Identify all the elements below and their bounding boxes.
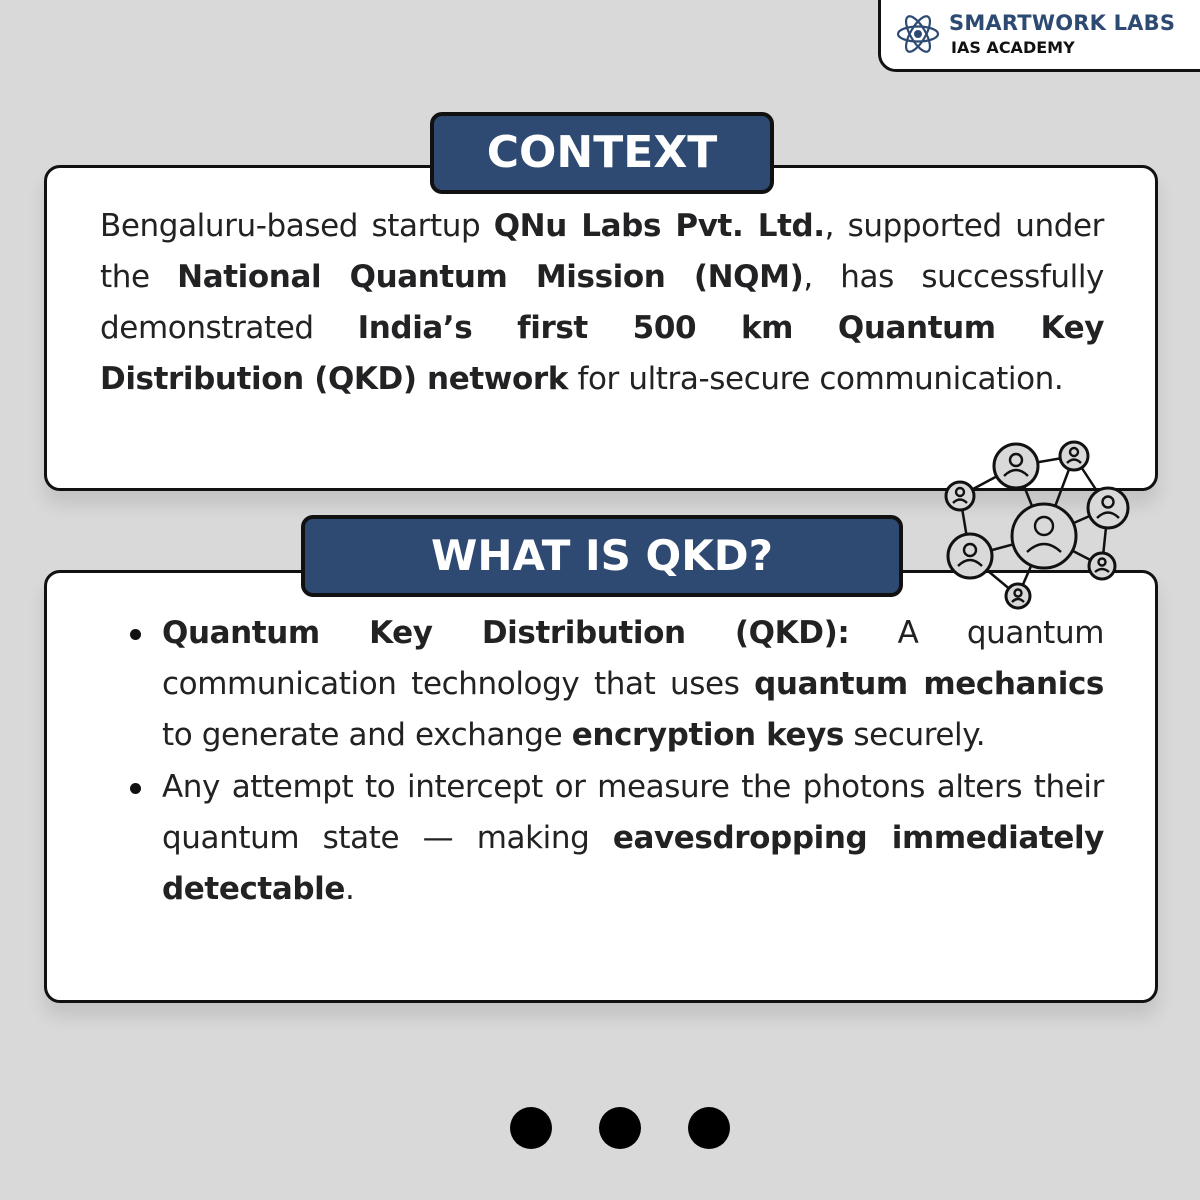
bold-text-segment: eavesdropping immediately detectable — [162, 820, 1104, 907]
brand-logo — [878, 0, 1200, 72]
bold-text-segment: National Quantum Mission (NQM) — [177, 259, 804, 295]
qkd-heading: WHAT IS QKD? — [301, 515, 903, 597]
context-paragraph — [100, 201, 1104, 405]
qkd-bullet-list — [162, 608, 1104, 916]
text-segment: to generate and exchange — [162, 717, 572, 753]
pagination-dot — [688, 1107, 730, 1149]
people-network-icon — [936, 438, 1136, 610]
text-segment: Any attempt to intercept or measure the photons alters their quantum state — making — [162, 769, 1104, 856]
context-heading: CONTEXT — [430, 112, 774, 194]
qkd-bullet-item — [162, 608, 1104, 761]
text-segment: for ultra-secure communication. — [568, 361, 1064, 397]
text-segment: A quantum communication technology that uses — [162, 615, 1104, 702]
bold-text-segment: India’s first 500 km Quantum Key Distribution (QKD) network — [100, 310, 1105, 397]
bold-text-segment: QNu Labs Pvt. Ltd. — [493, 208, 825, 244]
text-segment: securely. — [843, 717, 986, 753]
bold-text-segment: Quantum Key Distribution (QKD): — [162, 615, 850, 651]
atom-icon — [895, 11, 941, 57]
text-segment: . — [345, 871, 355, 907]
pagination-dot — [510, 1107, 552, 1149]
qkd-bullet-item — [162, 762, 1104, 915]
pagination-dot — [599, 1107, 641, 1149]
bold-text-segment: quantum mechanics — [754, 666, 1104, 702]
brand-name: SMARTWORK LABS — [949, 11, 1176, 35]
text-segment: Bengaluru-based startup — [100, 208, 494, 244]
bold-text-segment: encryption keys — [571, 717, 844, 753]
text-segment: , supported under the — [100, 208, 1105, 295]
brand-subtitle: IAS ACADEMY — [951, 38, 1075, 57]
text-segment: , has successfully demonstrated — [100, 259, 1104, 346]
